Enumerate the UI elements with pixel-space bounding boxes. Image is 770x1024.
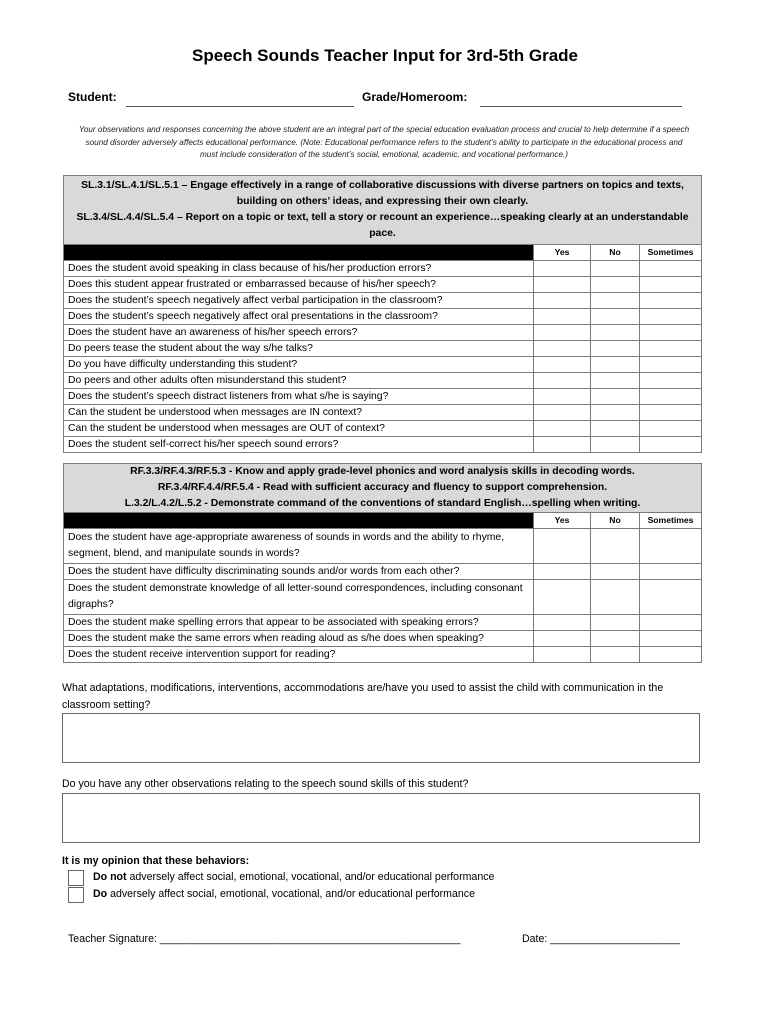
answer-cell-no[interactable] <box>591 421 640 437</box>
question-row <box>64 580 702 615</box>
question-row <box>64 293 702 309</box>
answer-cell-sometimes[interactable] <box>640 389 702 405</box>
answer-cell-no[interactable] <box>591 580 640 615</box>
answer-cell-no[interactable] <box>591 389 640 405</box>
page-title: Speech Sounds Teacher Input for 3rd-5th Grade <box>191 46 579 65</box>
answer-cell-no[interactable] <box>591 405 640 421</box>
question-text: Does the student demonstrate knowledge of all letter-sound correspondences, including consonant digraphs? <box>64 580 534 615</box>
answer-cell-sometimes[interactable] <box>640 421 702 437</box>
question-row <box>64 564 702 580</box>
answer-cell-yes[interactable] <box>534 405 591 421</box>
question-text: Does the student’s speech negatively affect verbal participation in the classroom? <box>64 293 534 309</box>
answer-cell-sometimes[interactable] <box>640 631 702 647</box>
do-checkbox[interactable] <box>68 887 84 903</box>
question-text: Does the student self-correct his/her speech sound errors? <box>64 437 534 453</box>
question-row <box>64 405 702 421</box>
answer-cell-yes[interactable] <box>534 529 591 564</box>
answer-cell-no[interactable] <box>591 261 640 277</box>
opinion-heading <box>62 855 249 867</box>
answer-cell-sometimes[interactable] <box>640 615 702 631</box>
instructions-text: Your observations and responses concerning the above student are an integral part of the special education evaluation process and crucial to help determine if a speech sound disorder adversely affects educational performance. (Note: Educational performance refers to the student’s ability to participate in the educational process and must include consideration of the student’s social, emotional, academic, and vocational performance.) <box>78 125 690 159</box>
answer-cell-no[interactable] <box>591 293 640 309</box>
do-not-checkbox[interactable] <box>68 870 84 886</box>
question-text: Does the student have age-appropriate awareness of sounds in words and the ability to rhyme, segment, blend, and manipulate sounds in words? <box>64 529 534 564</box>
answer-cell-no[interactable] <box>591 631 640 647</box>
question-text: Can the student be understood when messages are IN context? <box>64 405 534 421</box>
adaptations-answer-box[interactable] <box>62 713 700 763</box>
answer-cell-no[interactable] <box>591 437 640 453</box>
question-text: Do peers tease the student about the way s/he talks? <box>64 341 534 357</box>
question-row <box>64 325 702 341</box>
question-row <box>64 615 702 631</box>
question-row <box>64 529 702 564</box>
speaking-skills-table <box>63 175 702 453</box>
question-text: Can the student be understood when messages are OUT of context? <box>64 421 534 437</box>
answer-cell-sometimes[interactable] <box>640 647 702 663</box>
question-text: Does the student have difficulty discriminating sounds and/or words from each other? <box>64 564 534 580</box>
answer-cell-no[interactable] <box>591 564 640 580</box>
reading-skills-table <box>63 463 702 663</box>
observations-question: Do you have any other observations relating to the speech sound skills of this student? <box>62 778 469 790</box>
standards-header <box>64 176 702 245</box>
answer-cell-yes[interactable] <box>534 647 591 663</box>
question-row <box>64 357 702 373</box>
answer-cell-sometimes[interactable] <box>640 341 702 357</box>
answer-cell-no[interactable] <box>591 325 640 341</box>
header-bar <box>64 513 534 529</box>
answer-cell-no[interactable] <box>591 647 640 663</box>
question-row <box>64 647 702 663</box>
answer-cell-yes[interactable] <box>534 325 591 341</box>
observations-answer-box[interactable] <box>62 793 700 843</box>
grade-homeroom-field[interactable] <box>480 105 682 107</box>
answer-cell-yes[interactable] <box>534 357 591 373</box>
answer-cell-yes[interactable] <box>534 437 591 453</box>
answer-cell-no[interactable] <box>591 309 640 325</box>
answer-cell-yes[interactable] <box>534 261 591 277</box>
answer-cell-yes[interactable] <box>534 389 591 405</box>
column-yes: Yes <box>534 513 591 529</box>
question-text: Does the student make spelling errors that appear to be associated with speaking errors? <box>64 615 534 631</box>
do-not-bold: Do not <box>93 871 127 883</box>
answer-cell-yes[interactable] <box>534 580 591 615</box>
answer-cell-no[interactable] <box>591 277 640 293</box>
do-rest: adversely affect social, emotional, vocational, and/or educational performance <box>107 888 475 900</box>
question-row <box>64 421 702 437</box>
question-row <box>64 437 702 453</box>
answer-cell-yes[interactable] <box>534 277 591 293</box>
answer-cell-yes[interactable] <box>534 631 591 647</box>
question-row <box>64 373 702 389</box>
adaptations-question: What adaptations, modifications, interventions, accommodations are/have you used to assist the child with communication in the classroom setting? <box>62 682 664 711</box>
question-text: Does this student appear frustrated or embarrassed because of his/her speech? <box>64 277 534 293</box>
answer-cell-sometimes[interactable] <box>640 564 702 580</box>
do-not-label <box>93 871 494 883</box>
column-no: No <box>591 245 640 261</box>
question-text: Does the student avoid speaking in class because of his/her production errors? <box>64 261 534 277</box>
question-row <box>64 277 702 293</box>
standard-sl-4: SL.3.4/SL.4.4/SL.5.4 – Report on a topic or text, tell a story or recount an experience…speaking clearly at an understandable pace. <box>76 212 689 239</box>
do-bold: Do <box>93 888 108 900</box>
answer-cell-sometimes[interactable] <box>640 529 702 564</box>
answer-cell-yes[interactable] <box>534 373 591 389</box>
do-not-rest: adversely affect social, emotional, vocational, and/or educational performance <box>126 871 495 883</box>
student-info-row <box>68 90 708 112</box>
answer-cell-sometimes[interactable] <box>640 580 702 615</box>
answer-cell-yes[interactable] <box>534 421 591 437</box>
question-text: Do peers and other adults often misunderstand this student? <box>64 373 534 389</box>
answer-cell-no[interactable] <box>591 357 640 373</box>
grade-homeroom-label: Grade/Homeroom: <box>362 90 468 104</box>
teacher-signature-field[interactable]: Teacher Signature: ___________________________________________________ <box>68 933 461 945</box>
question-row <box>64 341 702 357</box>
column-header-row <box>64 245 702 261</box>
answer-cell-sometimes[interactable] <box>640 357 702 373</box>
answer-cell-yes[interactable] <box>534 309 591 325</box>
answer-cell-no[interactable] <box>591 615 640 631</box>
opinion-heading-text: It is my opinion that these behaviors: <box>62 855 250 867</box>
answer-cell-sometimes[interactable] <box>640 261 702 277</box>
answer-cell-yes[interactable] <box>534 341 591 357</box>
column-sometimes: Sometimes <box>640 513 702 529</box>
standard-sl-1: SL.3.1/SL.4.1/SL.5.1 – Engage effectively in a range of collaborative discussions with diverse partners on topics and texts, building on others’ ideas, and expressing their own clearly. <box>81 180 684 207</box>
answer-cell-sometimes[interactable] <box>640 277 702 293</box>
answer-cell-yes[interactable] <box>534 564 591 580</box>
answer-cell-sometimes[interactable] <box>640 325 702 341</box>
question-text: Does the student’s speech negatively affect oral presentations in the classroom? <box>64 309 534 325</box>
answer-cell-sometimes[interactable] <box>640 437 702 453</box>
question-row <box>64 631 702 647</box>
answer-cell-sometimes[interactable] <box>640 293 702 309</box>
column-no: No <box>591 513 640 529</box>
question-text: Does the student receive intervention support for reading? <box>64 647 534 663</box>
question-text: Does the student have an awareness of his/her speech errors? <box>64 325 534 341</box>
question-row <box>64 389 702 405</box>
answer-cell-yes[interactable] <box>534 293 591 309</box>
column-header-row <box>64 513 702 529</box>
student-label: Student: <box>68 90 117 104</box>
column-yes: Yes <box>534 245 591 261</box>
answer-cell-no[interactable] <box>591 341 640 357</box>
date-field[interactable]: Date: ______________________ <box>522 933 680 945</box>
answer-cell-yes[interactable] <box>534 615 591 631</box>
answer-cell-sometimes[interactable] <box>640 309 702 325</box>
column-sometimes: Sometimes <box>640 245 702 261</box>
answer-cell-sometimes[interactable] <box>640 405 702 421</box>
standard-rf-4: RF.3.4/RF.4.4/RF.5.4 - Read with sufficient accuracy and fluency to support comprehension. <box>157 482 608 493</box>
answer-cell-no[interactable] <box>591 373 640 389</box>
question-text: Does the student make the same errors when reading aloud as s/he does when speaking? <box>64 631 534 647</box>
answer-cell-no[interactable] <box>591 529 640 564</box>
question-text: Does the student’s speech distract listeners from what s/he is saying? <box>64 389 534 405</box>
question-row <box>64 309 702 325</box>
student-name-field[interactable] <box>126 105 354 107</box>
answer-cell-sometimes[interactable] <box>640 373 702 389</box>
question-text: Do you have difficulty understanding this student? <box>64 357 534 373</box>
standard-l-2: L.3.2/L.4.2/L.5.2 - Demonstrate command of the conventions of standard English…spelling when writing. <box>124 498 641 509</box>
question-row <box>64 261 702 277</box>
standards-header <box>64 464 702 513</box>
do-label <box>93 888 475 900</box>
header-bar <box>64 245 534 261</box>
standard-rf-3: RF.3.3/RF.4.3/RF.5.3 - Know and apply grade-level phonics and word analysis skills in decoding words. <box>130 466 635 477</box>
